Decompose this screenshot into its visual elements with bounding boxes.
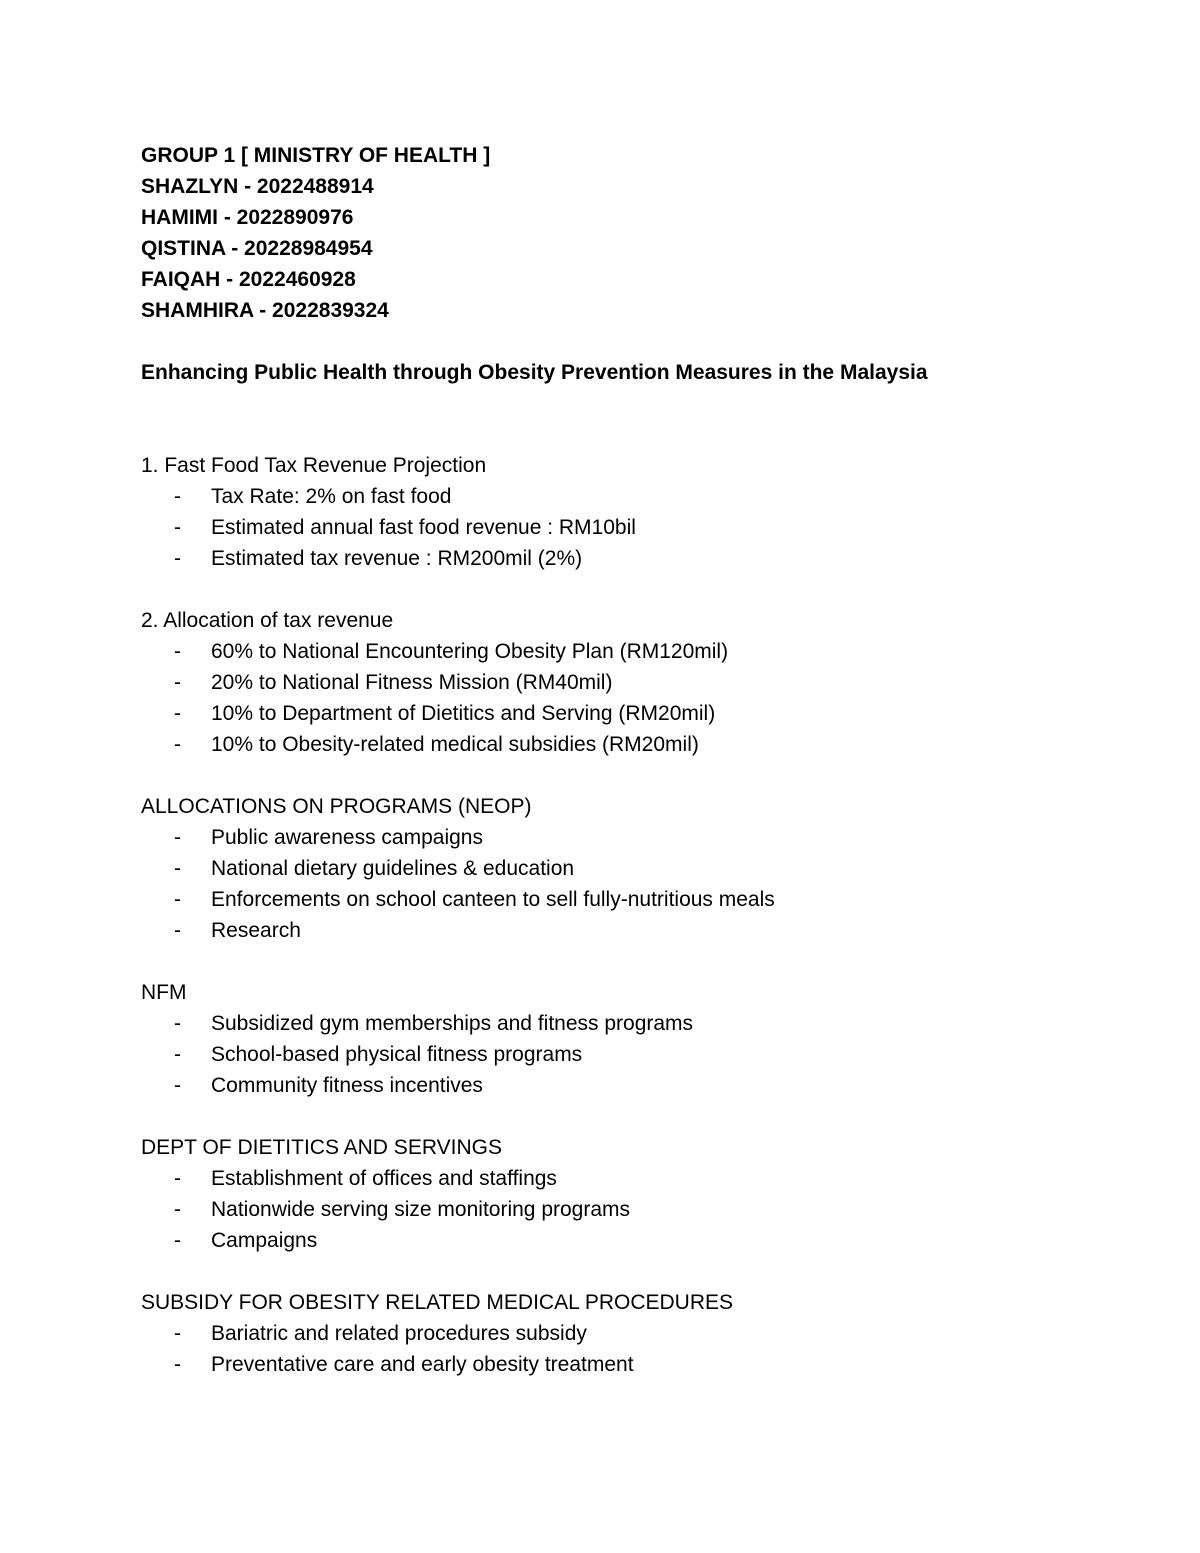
bullet-dash: - bbox=[174, 640, 181, 663]
list-item bbox=[141, 1070, 1121, 1101]
member-line: HAMIMI - 2022890976 bbox=[141, 206, 354, 229]
list-item bbox=[141, 853, 1121, 884]
member-line: QISTINA - 20228984954 bbox=[141, 237, 373, 260]
bullet-dash: - bbox=[174, 516, 181, 539]
list-item-text: National dietary guidelines & education bbox=[211, 857, 575, 880]
list-item bbox=[141, 822, 1121, 853]
document-title: Enhancing Public Health through Obesity Prevention Measures in the Malaysia bbox=[141, 361, 928, 384]
document-page bbox=[141, 140, 1121, 1380]
bullet-dash: - bbox=[174, 1322, 181, 1345]
bullet-dash: - bbox=[174, 919, 181, 942]
bullet-dash: - bbox=[174, 888, 181, 911]
list-item bbox=[141, 1194, 1121, 1225]
list-item-text: Preventative care and early obesity treatment bbox=[211, 1353, 634, 1376]
section-tax-revenue bbox=[141, 450, 1121, 574]
bullet-dash: - bbox=[174, 1198, 181, 1221]
bullet-dash: - bbox=[174, 485, 181, 508]
list-item bbox=[141, 543, 1121, 574]
list-item bbox=[141, 1349, 1121, 1380]
list-item bbox=[141, 729, 1121, 760]
bullet-dash: - bbox=[174, 1074, 181, 1097]
list-item-text: 10% to Obesity-related medical subsidies (RM20mil) bbox=[211, 733, 699, 756]
bullet-dash: - bbox=[174, 1229, 181, 1252]
section-heading: 1. Fast Food Tax Revenue Projection bbox=[141, 454, 487, 477]
section-heading: SUBSIDY FOR OBESITY RELATED MEDICAL PROCEDURES bbox=[141, 1291, 734, 1314]
member-line: FAIQAH - 2022460928 bbox=[141, 268, 356, 291]
list-item-text: Establishment of offices and staffings bbox=[211, 1167, 557, 1190]
section-heading: ALLOCATIONS ON PROGRAMS (NEOP) bbox=[141, 795, 532, 818]
list-item bbox=[141, 1039, 1121, 1070]
spacer bbox=[141, 388, 1121, 450]
list-item-text: Community fitness incentives bbox=[211, 1074, 483, 1097]
list-item-text: Campaigns bbox=[211, 1229, 318, 1252]
list-item-text: Tax Rate: 2% on fast food bbox=[211, 485, 452, 508]
list-item-text: Bariatric and related procedures subsidy bbox=[211, 1322, 587, 1345]
member-line: SHAZLYN - 2022488914 bbox=[141, 175, 374, 198]
list-item bbox=[141, 667, 1121, 698]
list-item-text: Research bbox=[211, 919, 301, 942]
list-item-text: 10% to Department of Dietitics and Serving (RM20mil) bbox=[211, 702, 716, 725]
section-nfm bbox=[141, 977, 1121, 1101]
group-heading: GROUP 1 [ MINISTRY OF HEALTH ] bbox=[141, 144, 491, 167]
list-item-text: Public awareness campaigns bbox=[211, 826, 483, 849]
list-item bbox=[141, 1008, 1121, 1039]
bullet-dash: - bbox=[174, 671, 181, 694]
list-item bbox=[141, 1163, 1121, 1194]
section-dietitics bbox=[141, 1132, 1121, 1256]
list-item-text: Nationwide serving size monitoring programs bbox=[211, 1198, 631, 1221]
list-item bbox=[141, 884, 1121, 915]
member-line: SHAMHIRA - 2022839324 bbox=[141, 299, 389, 322]
bullet-dash: - bbox=[174, 1353, 181, 1376]
list-item bbox=[141, 512, 1121, 543]
section-allocation bbox=[141, 605, 1121, 760]
section-heading: NFM bbox=[141, 981, 187, 1004]
list-item-text: Estimated annual fast food revenue : RM10bil bbox=[211, 516, 636, 539]
bullet-dash: - bbox=[174, 1043, 181, 1066]
section-neop bbox=[141, 791, 1121, 946]
bullet-dash: - bbox=[174, 826, 181, 849]
bullet-dash: - bbox=[174, 547, 181, 570]
bullet-dash: - bbox=[174, 1167, 181, 1190]
list-item bbox=[141, 1225, 1121, 1256]
section-heading: 2. Allocation of tax revenue bbox=[141, 609, 394, 632]
list-item bbox=[141, 636, 1121, 667]
list-item-text: 20% to National Fitness Mission (RM40mil) bbox=[211, 671, 613, 694]
bullet-dash: - bbox=[174, 857, 181, 880]
list-item-text: Estimated tax revenue : RM200mil (2%) bbox=[211, 547, 583, 570]
list-item-text: School-based physical fitness programs bbox=[211, 1043, 583, 1066]
section-subsidy bbox=[141, 1287, 1121, 1380]
list-item bbox=[141, 1318, 1121, 1349]
list-item-text: Enforcements on school canteen to sell fully-nutritious meals bbox=[211, 888, 775, 911]
section-heading: DEPT OF DIETITICS AND SERVINGS bbox=[141, 1136, 502, 1159]
bullet-dash: - bbox=[174, 733, 181, 756]
list-item bbox=[141, 698, 1121, 729]
bullet-dash: - bbox=[174, 702, 181, 725]
list-item bbox=[141, 481, 1121, 512]
list-item-text: 60% to National Encountering Obesity Plan (RM120mil) bbox=[211, 640, 729, 663]
list-item-text: Subsidized gym memberships and fitness programs bbox=[211, 1012, 694, 1035]
bullet-dash: - bbox=[174, 1012, 181, 1035]
list-item bbox=[141, 915, 1121, 946]
